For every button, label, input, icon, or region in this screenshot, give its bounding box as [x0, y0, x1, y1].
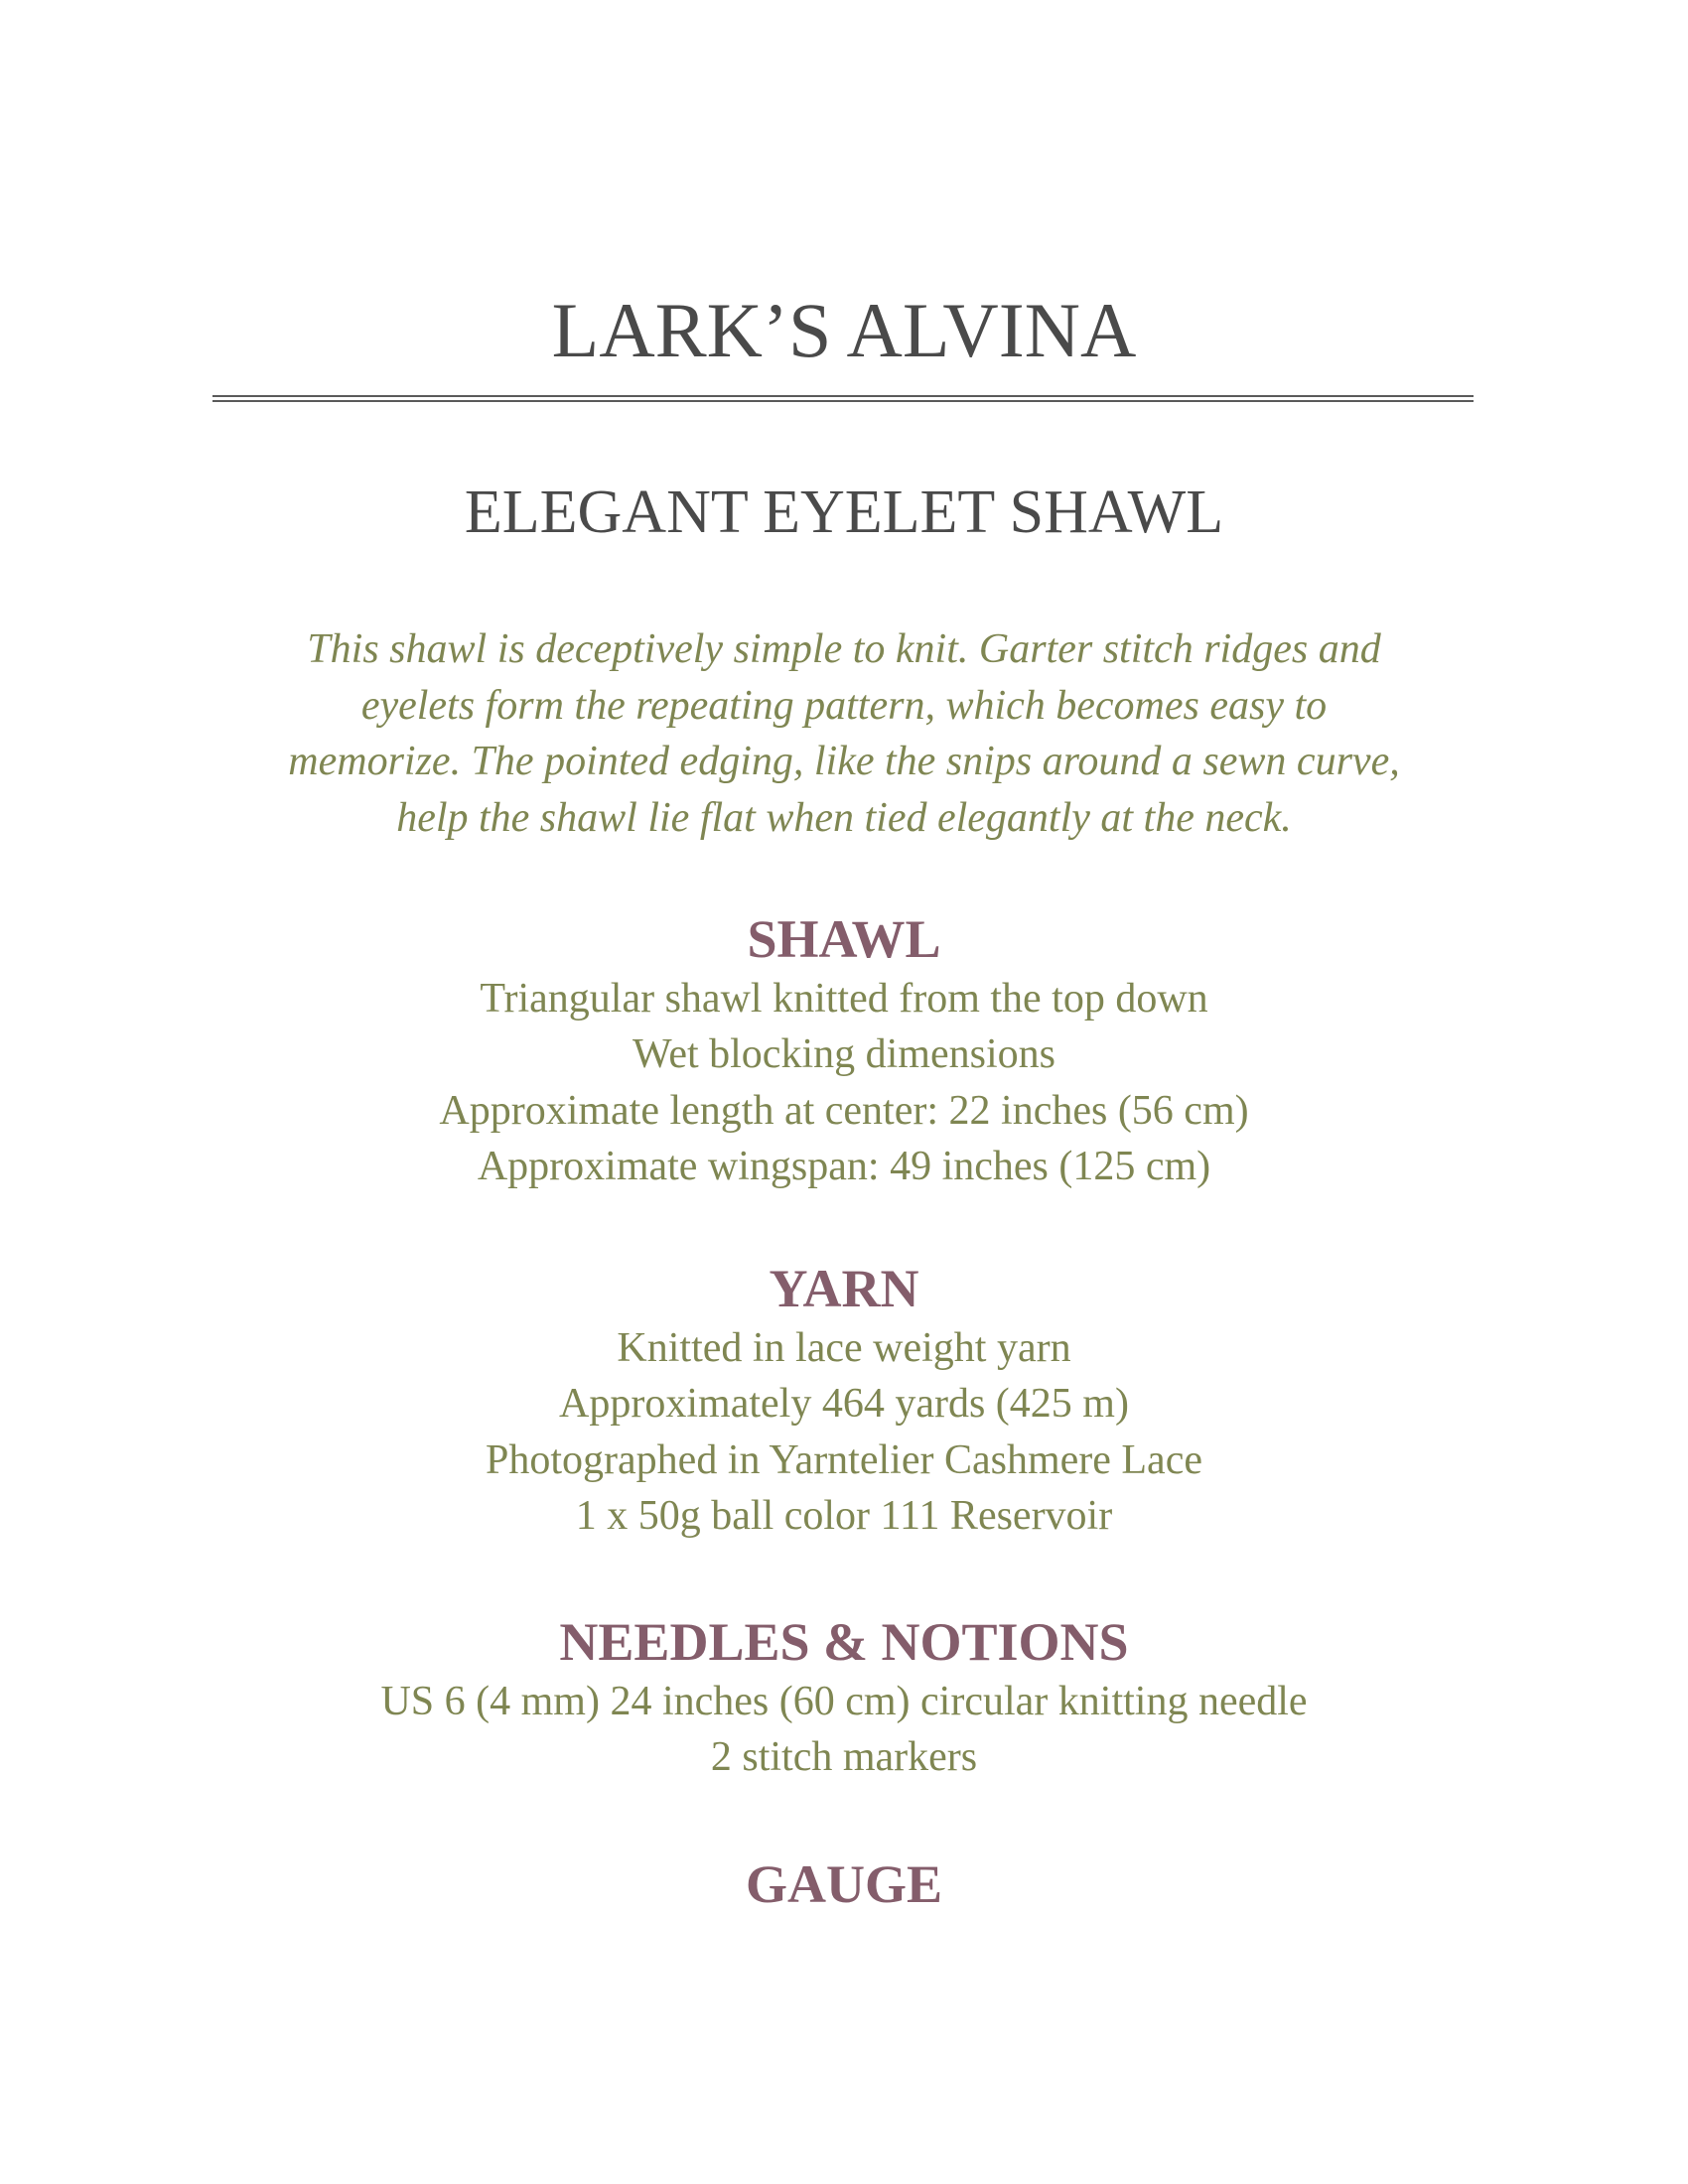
intro-line: memorize. The pointed edging, like the snips around a sewn curve, [288, 739, 1400, 784]
section-heading-gauge: GAUGE [745, 1854, 943, 1914]
intro-line: This shawl is deceptively simple to knit. Garter stitch ridges and [307, 626, 1381, 672]
section-heading-needles: NEEDLES & NOTIONS [559, 1612, 1129, 1672]
intro-line: eyelets form the repeating pattern, which becomes easy to [360, 682, 1328, 729]
section-shawl [0, 907, 1688, 1194]
yarn-detail-line: Approximately 464 yards (425 m) [559, 1381, 1129, 1428]
shawl-detail-line: Triangular shawl knitted from the top down [480, 976, 1208, 1022]
yarn-detail-line: 1 x 50g ball color 111 Reservoir [575, 1492, 1113, 1539]
section-yarn [0, 1257, 1688, 1544]
pattern-title: LARK’S ALVINA [551, 287, 1137, 373]
section-gauge [0, 1852, 1688, 1916]
section-needles-notions [0, 1610, 1688, 1786]
shawl-detail-line: Wet blocking dimensions [633, 1031, 1055, 1078]
title-divider [212, 395, 1474, 402]
yarn-detail-line: Knitted in lace weight yarn [617, 1325, 1071, 1371]
shawl-detail-line: Approximate length at center: 22 inches (56 cm) [439, 1087, 1249, 1134]
shawl-detail-line: Approximate wingspan: 49 inches (125 cm) [477, 1143, 1211, 1189]
intro-line: help the shawl lie flat when tied elegantly at the neck. [396, 794, 1292, 841]
section-heading-shawl: SHAWL [747, 909, 941, 969]
section-heading-yarn: YARN [769, 1259, 919, 1318]
intro-paragraph [199, 621, 1489, 846]
needles-detail-line: US 6 (4 mm) 24 inches (60 cm) circular knitting needle [380, 1679, 1308, 1724]
pattern-subtitle: ELEGANT EYELET SHAWL [464, 478, 1224, 546]
yarn-detail-line: Photographed in Yarntelier Cashmere Lace [486, 1436, 1202, 1483]
needles-detail-line: 2 stitch markers [710, 1734, 978, 1781]
